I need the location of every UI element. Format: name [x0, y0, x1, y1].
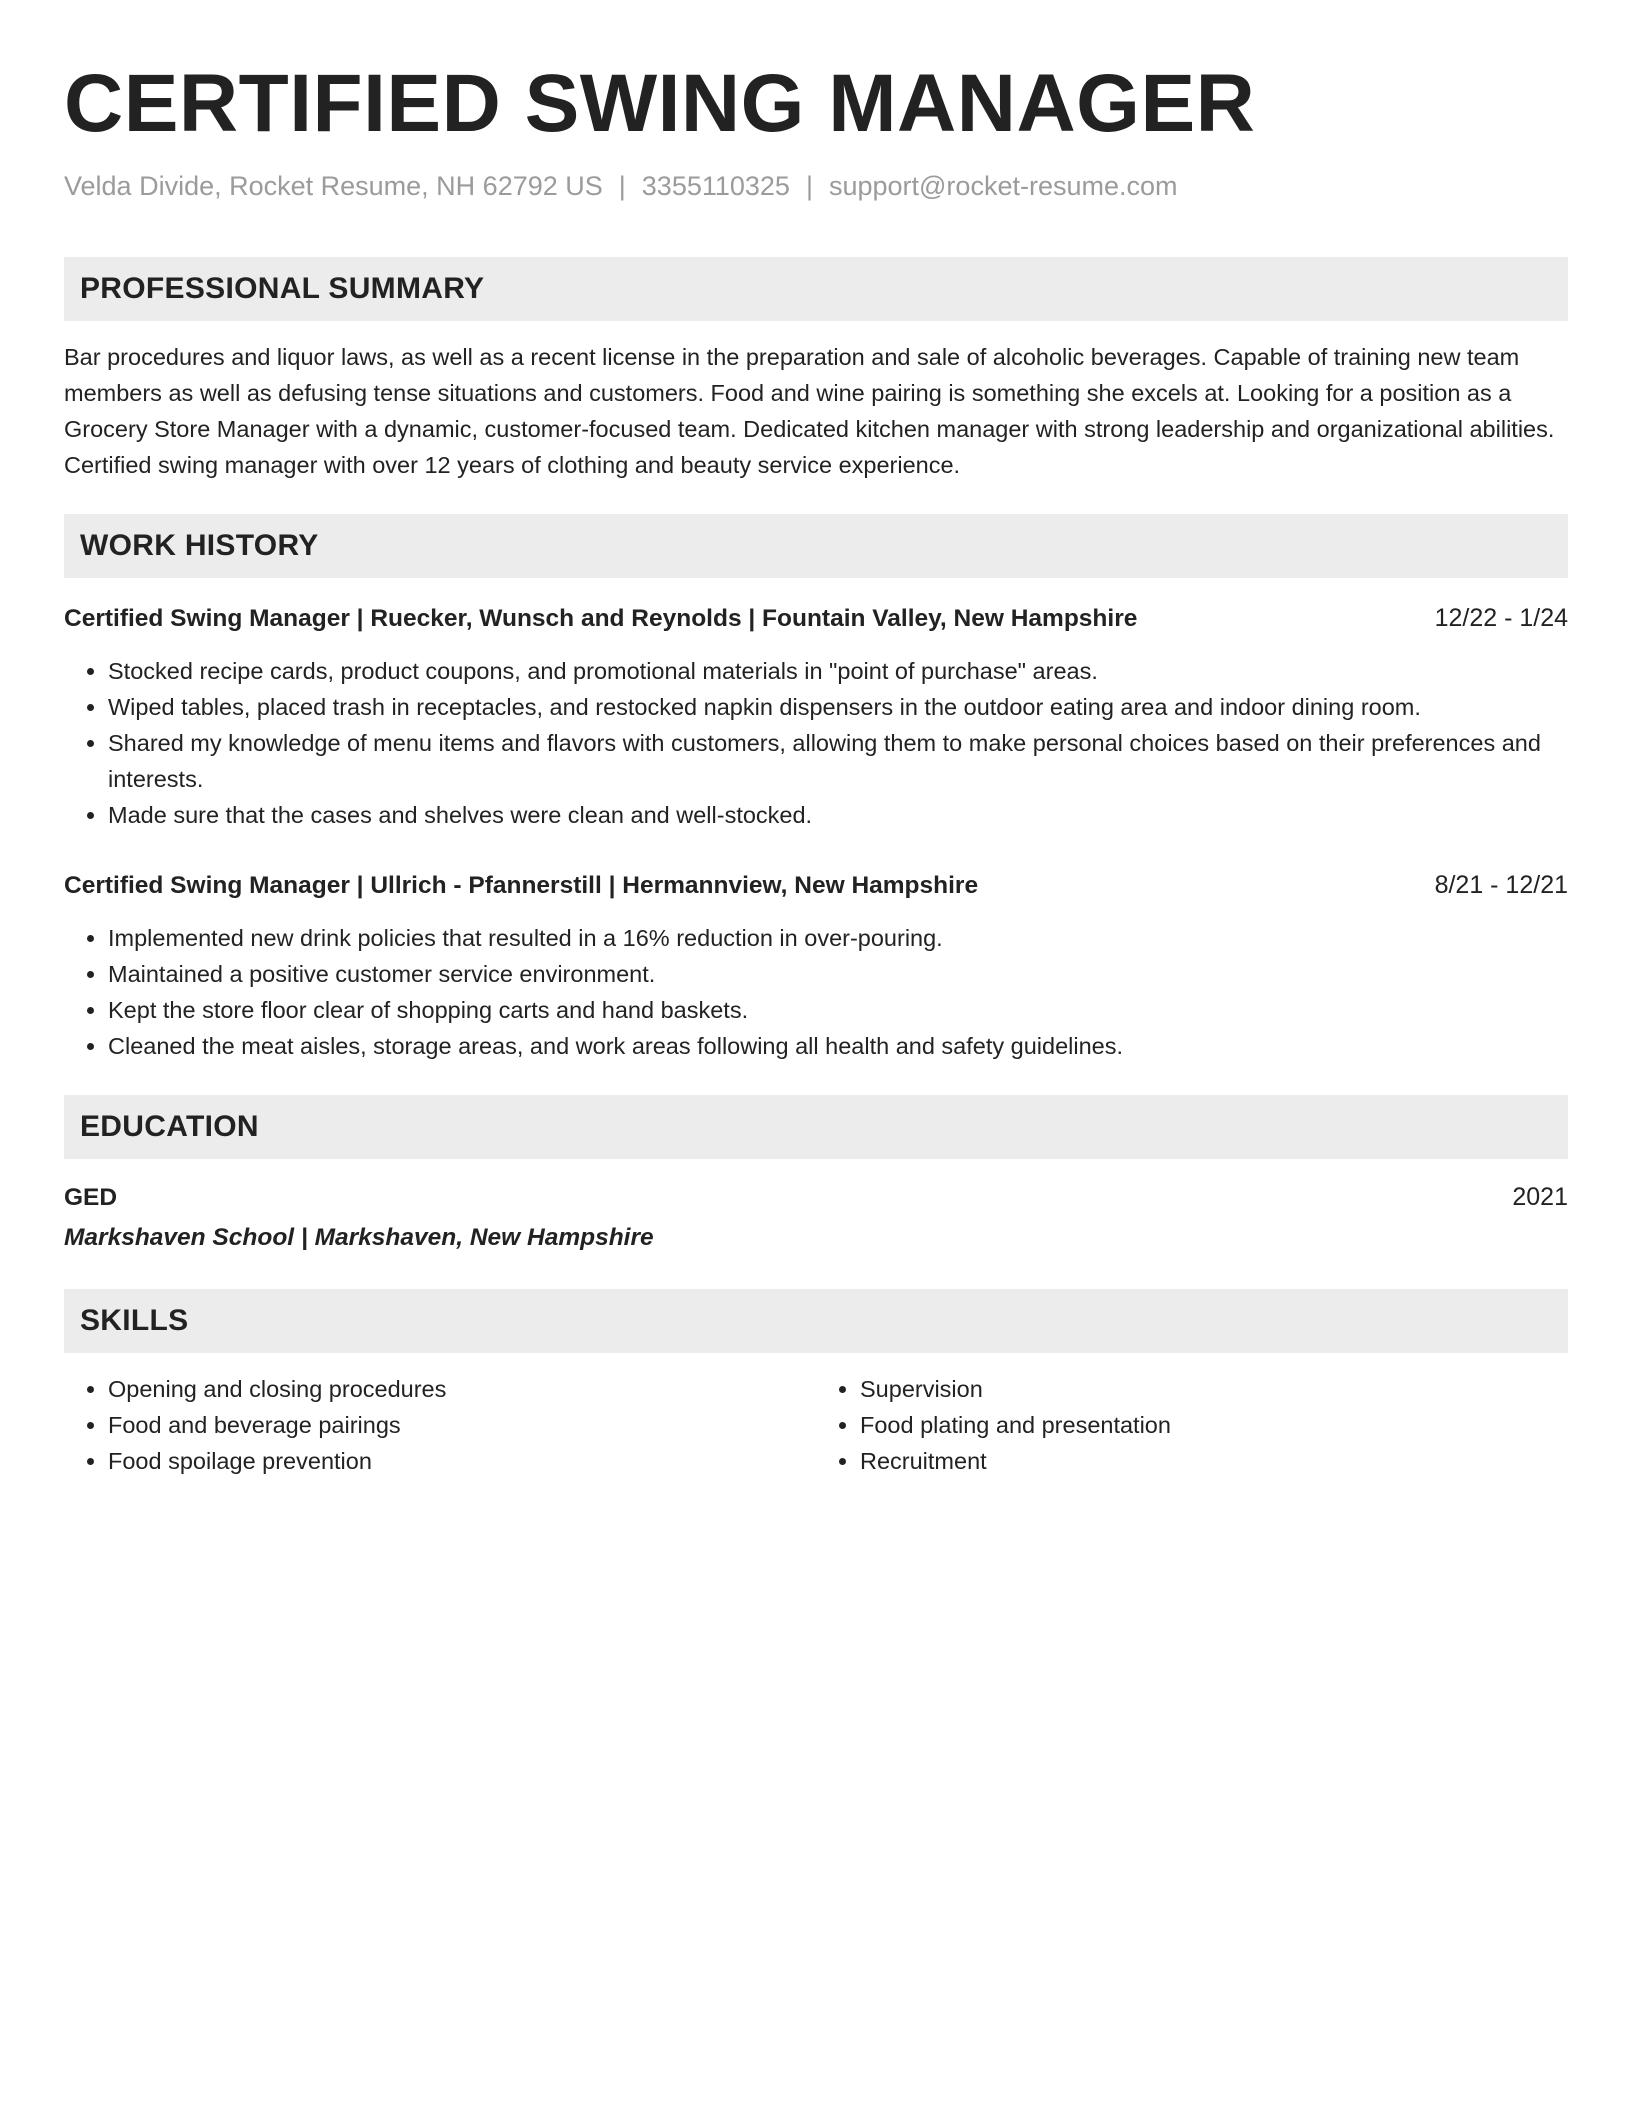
education-degree: GED: [64, 1184, 118, 1211]
job-bullet: • Cleaned the meat aisles, storage areas, and work areas following all health and safety guidelines.: [108, 1028, 1568, 1064]
job-bullet: • Wiped tables, placed trash in receptacles, and restocked napkin dispensers in the outdoor eating area and indoor dining room.: [108, 689, 1568, 725]
education-year: 2021: [1512, 1183, 1568, 1211]
skill-item: • Supervision: [860, 1371, 1568, 1407]
section-header-skills: SKILLS: [64, 1289, 1568, 1353]
skill-item: • Food spoilage prevention: [108, 1443, 816, 1479]
job-bullets: [64, 653, 1568, 833]
job-bullet: • Implemented new drink policies that resulted in a 16% reduction in over-pouring.: [108, 920, 1568, 956]
job-header: [64, 867, 1568, 904]
job-dates: 12/22 - 1/24: [1434, 604, 1568, 632]
contact-email: support@rocket-resume.com: [828, 171, 1178, 201]
skill-item: • Food plating and presentation: [860, 1407, 1568, 1443]
job-dates: 8/21 - 12/21: [1434, 871, 1568, 899]
summary-text: Bar procedures and liquor laws, as well as a recent license in the preparation and sale of alcoholic beverages. Capable of training new team members as well as defusing tense situations and customers. Food and wine pairing is something she excels at. Looking for a position as a Grocery Store Manager with a dynamic, customer-focused team. Dedicated kitchen manager with strong leadership and organizational abilities. Certified swing manager with over 12 years of clothing and beauty service experience.: [64, 344, 1555, 478]
job-bullet: • Kept the store floor clear of shopping carts and hand baskets.: [108, 992, 1568, 1028]
skill-item: • Recruitment: [860, 1443, 1568, 1479]
job-bullet: • Maintained a positive customer service environment.: [108, 956, 1568, 992]
contact-address: Velda Divide, Rocket Resume, NH 62792 US: [64, 171, 603, 201]
education-school: Markshaven School | Markshaven, New Hampshire: [64, 1224, 654, 1251]
job-entry: [64, 867, 1568, 1064]
contact-line: [64, 168, 1568, 204]
contact-separator: |: [805, 171, 813, 201]
skill-item: • Opening and closing procedures: [108, 1371, 816, 1407]
skills-grid: [64, 1371, 1568, 1479]
skills-list: [64, 1371, 816, 1479]
section-header-work-history: WORK HISTORY: [64, 514, 1568, 578]
job-bullet: • Made sure that the cases and shelves were clean and well-stocked.: [108, 797, 1568, 833]
job-bullets: [64, 920, 1568, 1064]
job-bullet: • Stocked recipe cards, product coupons, and promotional materials in "point of purchase" areas.: [108, 653, 1568, 689]
job-title: Certified Swing Manager | Ullrich - Pfannerstill | Hermannview, New Hampshire: [64, 872, 979, 899]
job-title: Certified Swing Manager | Ruecker, Wunsch and Reynolds | Fountain Valley, New Hampshire: [64, 605, 1138, 632]
education-row: [64, 1179, 1568, 1216]
contact-separator: |: [618, 171, 626, 201]
section-header-education: EDUCATION: [64, 1095, 1568, 1159]
contact-phone: 3355110325: [641, 171, 790, 201]
job-header: [64, 600, 1568, 637]
skill-item: • Food and beverage pairings: [108, 1407, 816, 1443]
job-bullet: • Shared my knowledge of menu items and flavors with customers, allowing them to make personal choices based on their preferences and interests.: [108, 725, 1568, 797]
candidate-name: CERTIFIED SWING MANAGER: [64, 58, 1256, 149]
skills-column-left: [64, 1371, 816, 1479]
skills-list: [816, 1371, 1568, 1479]
section-header-summary: PROFESSIONAL SUMMARY: [64, 257, 1568, 321]
skills-column-right: [816, 1371, 1568, 1479]
job-entry: [64, 600, 1568, 833]
